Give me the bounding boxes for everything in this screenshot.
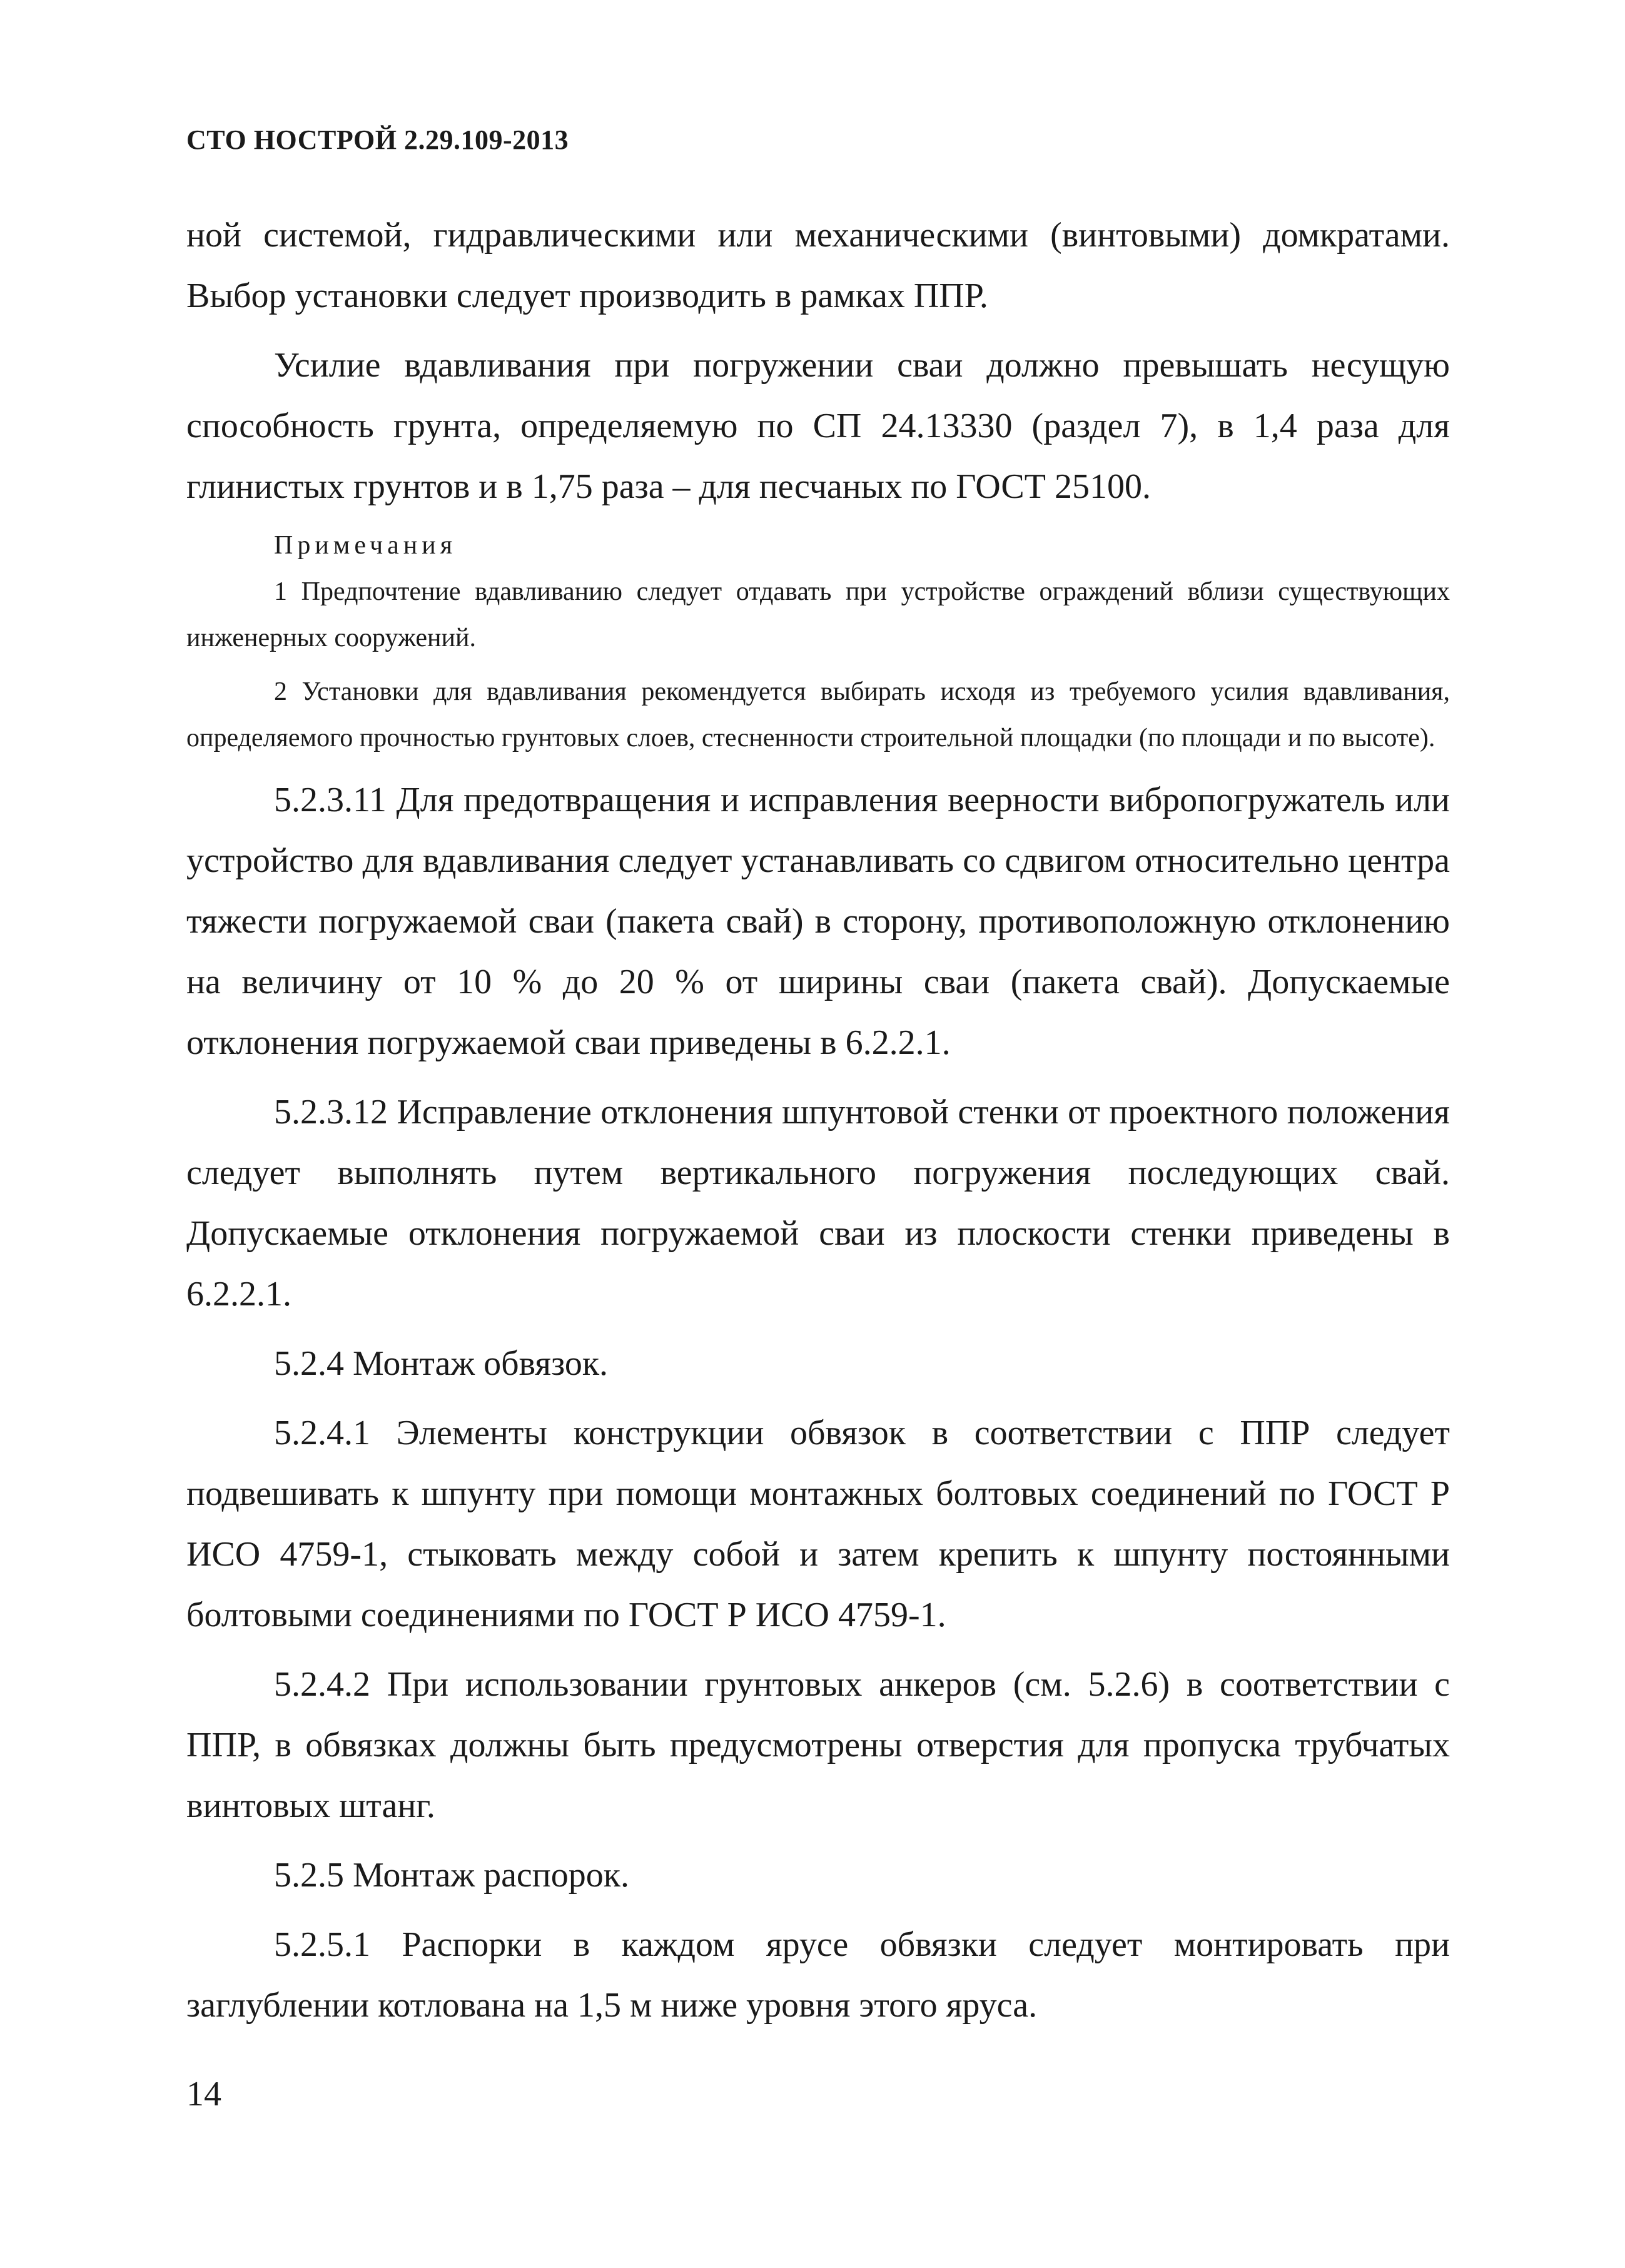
document-body: [186, 205, 1450, 2036]
note-item-2: 2 Установки для вдавливания рекомендуется выбирать исходя из требуемого усилия вдавливания, определяемого прочностью грунтовых слоев, стесненности строительной площадки (по площади и по высоте).: [186, 677, 1450, 752]
section-5-2-3-11: 5.2.3.11 Для предотвращения и исправления веерности вибропогружатель или устройство для вдавливания следует устанавливать со сдвигом относительно центра тяжести погружаемой сваи (пакета свай) в сторону, противоположную отклонению на величину от 10 % до 20 % от ширины сваи (пакета свай). Допускаемые отклонения погружаемой сваи приведены в 6.2.2.1.: [186, 781, 1450, 1062]
paragraph-continuation: ной системой, гидравлическими или механическими (винтовыми) домкратами. Выбор установки следует производить в рамках ППР.: [186, 216, 1450, 315]
section-5-2-5-1: 5.2.5.1 Распорки в каждом ярусе обвязки следует монтировать при заглублении котлована на 1,5 м ниже уровня этого яруса.: [186, 1925, 1450, 2025]
document-header: СТО НОСТРОЙ 2.29.109-2013: [186, 124, 569, 155]
section-5-2-3-12: 5.2.3.12 Исправление отклонения шпунтовой стенки от проектного положения следует выполнять путем вертикального погружения последующих свай. Допускаемые отклонения погружаемой сваи из плоскости стенки приведены в 6.2.2.1.: [186, 1093, 1450, 1314]
note-item-1: 1 Предпочтение вдавливанию следует отдавать при устройстве ограждений вблизи существующих инженерных сооружений.: [186, 577, 1450, 652]
section-5-2-4-1: 5.2.4.1 Элементы конструкции обвязок в соответствии с ППР следует подвешивать к шпунту при помощи монтажных болтовых соединений по ГОСТ Р ИСО 4759-1, стыковать между собой и затем крепить к шпунту постоянными болтовыми соединениями по ГОСТ Р ИСО 4759-1.: [186, 1414, 1450, 1634]
notes-title: Примечания: [274, 531, 457, 560]
notes-block: [186, 522, 1450, 761]
paragraph-pressing-force: Усилие вдавливания при погружении сваи должно превышать несущую способность грунта, определяемую по СП 24.13330 (раздел 7), в 1,4 раза для глинистых грунтов и в 1,75 раза – для песчаных по ГОСТ 25100.: [186, 346, 1450, 506]
section-5-2-4-2: 5.2.4.2 При использовании грунтовых анкеров (см. 5.2.6) в соответствии с ППР, в обвязках должны быть предусмотрены отверстия для пропуска трубчатых винтовых штанг.: [186, 1665, 1450, 1825]
section-5-2-4-heading: 5.2.4 Монтаж обвязок.: [274, 1344, 609, 1383]
page-number: 14: [186, 2075, 221, 2114]
section-5-2-5-heading: 5.2.5 Монтаж распорок.: [274, 1856, 629, 1895]
